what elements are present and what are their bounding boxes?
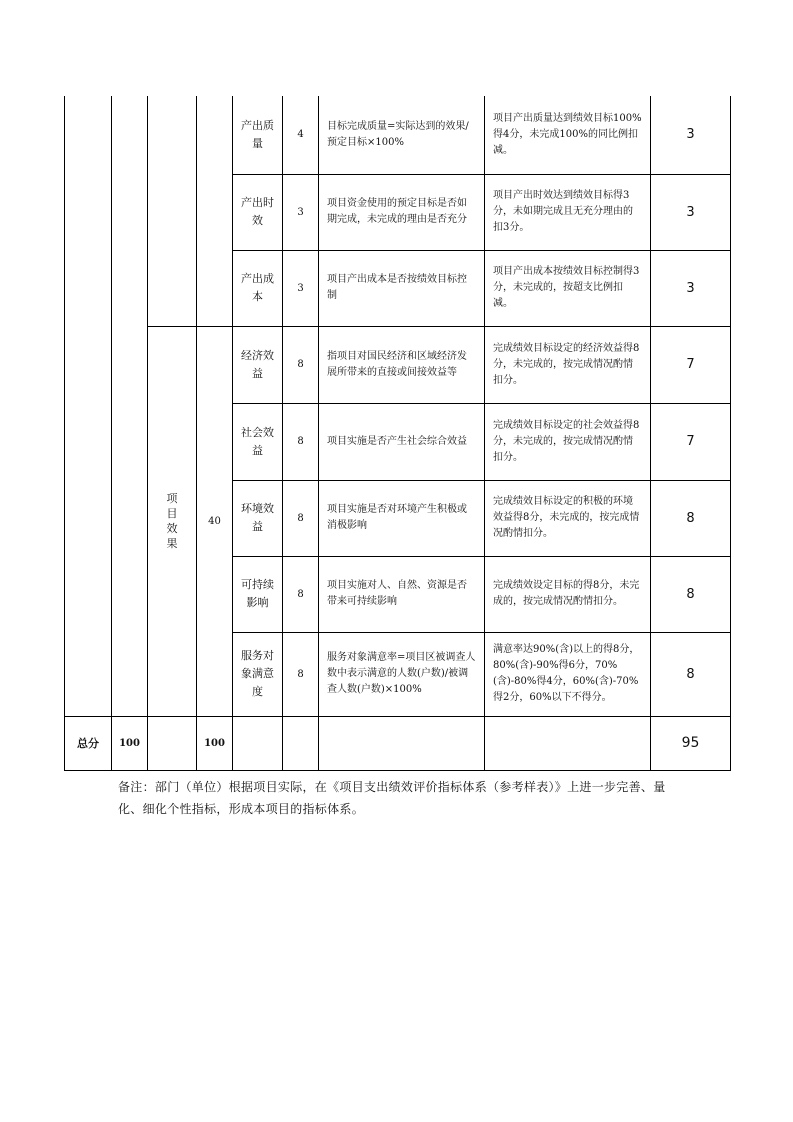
indicator-score: 8 bbox=[283, 403, 319, 480]
scoring-standard: 完成绩效目标设定的积极的环境效益得8分，未完成的，按完成情况酌情扣分。 bbox=[485, 480, 651, 556]
total-empty-cell bbox=[319, 716, 485, 770]
level1-score-cell bbox=[112, 96, 148, 716]
total-actual-score: 95 bbox=[651, 716, 731, 770]
actual-score: 8 bbox=[651, 632, 731, 716]
level1-cell bbox=[65, 96, 112, 716]
group-score: 40 bbox=[197, 326, 233, 716]
indicator-name: 经济效益 bbox=[233, 326, 283, 403]
indicator-name: 产出时效 bbox=[233, 174, 283, 250]
indicator-score: 8 bbox=[283, 326, 319, 403]
scoring-standard: 满意率达90%(含)以上的得8分，80%(含)-90%得6分，70%(含)-80%得4分，60%(含)-70%得2分，60%以下不得分。 bbox=[485, 632, 651, 716]
indicator-content: 项目资金使用的预定目标是否如期完成，未完成的理由是否充分 bbox=[319, 174, 485, 250]
actual-score: 3 bbox=[651, 174, 731, 250]
group-label-text: 项目效果 bbox=[166, 492, 178, 550]
indicator-name: 产出成本 bbox=[233, 250, 283, 326]
indicator-score: 4 bbox=[283, 96, 319, 174]
remarks-note: 备注：部门（单位）根据项目实际，在《项目支出绩效评价指标体系（参考样表）》上进一步完善、量化、细化个性指标，形成本项目的指标体系。 bbox=[118, 780, 666, 816]
level2-cell bbox=[148, 96, 197, 326]
indicator-name: 社会效益 bbox=[233, 403, 283, 480]
total-label: 总分 bbox=[65, 716, 112, 770]
indicator-content: 项目产出成本是否按绩效目标控制 bbox=[319, 250, 485, 326]
indicator-name: 服务对象满意度 bbox=[233, 632, 283, 716]
indicator-score: 3 bbox=[283, 250, 319, 326]
indicator-content: 指项目对国民经济和区域经济发展所带来的直接或间接效益等 bbox=[319, 326, 485, 403]
performance-evaluation-table bbox=[64, 96, 731, 771]
actual-score: 3 bbox=[651, 96, 731, 174]
total-row bbox=[65, 716, 731, 770]
table-row bbox=[65, 326, 731, 403]
indicator-name: 产出质量 bbox=[233, 96, 283, 174]
scoring-standard: 项目产出时效达到绩效目标得3分，未如期完成且无充分理由的扣3分。 bbox=[485, 174, 651, 250]
actual-score: 8 bbox=[651, 480, 731, 556]
table-row bbox=[65, 96, 731, 174]
scoring-standard: 项目产出成本按绩效目标控制得3分，未完成的，按超支比例扣减。 bbox=[485, 250, 651, 326]
indicator-name: 可持续影响 bbox=[233, 556, 283, 632]
total-empty-cell bbox=[485, 716, 651, 770]
indicator-score: 8 bbox=[283, 480, 319, 556]
indicator-score: 8 bbox=[283, 632, 319, 716]
total-empty-cell bbox=[283, 716, 319, 770]
level2-score-cell bbox=[197, 96, 233, 326]
indicator-score: 3 bbox=[283, 174, 319, 250]
total-empty-cell bbox=[233, 716, 283, 770]
indicator-content: 项目实施是否产生社会综合效益 bbox=[319, 403, 485, 480]
actual-score: 7 bbox=[651, 326, 731, 403]
indicator-content: 服务对象满意率=项目区被调查人数中表示满意的人数(户数)/被调查人数(户数)×100% bbox=[319, 632, 485, 716]
indicator-content: 项目实施是否对环境产生积极或消极影响 bbox=[319, 480, 485, 556]
scoring-standard: 完成绩效设定目标的得8分，未完成的，按完成情况酌情扣分。 bbox=[485, 556, 651, 632]
indicator-name: 环境效益 bbox=[233, 480, 283, 556]
actual-score: 8 bbox=[651, 556, 731, 632]
scoring-standard: 项目产出质量达到绩效目标100%得4分，未完成100%的同比例扣减。 bbox=[485, 96, 651, 174]
total-empty-cell bbox=[148, 716, 197, 770]
indicator-content: 目标完成质量=实际达到的效果/预定目标×100% bbox=[319, 96, 485, 174]
indicator-score: 8 bbox=[283, 556, 319, 632]
actual-score: 7 bbox=[651, 403, 731, 480]
scoring-standard: 完成绩效目标设定的经济效益得8分，未完成的，按完成情况酌情扣分。 bbox=[485, 326, 651, 403]
group-label bbox=[148, 326, 197, 716]
total-score-1: 100 bbox=[112, 716, 148, 770]
actual-score: 3 bbox=[651, 250, 731, 326]
total-score-2: 100 bbox=[197, 716, 233, 770]
indicator-content: 项目实施对人、自然、资源是否带来可持续影响 bbox=[319, 556, 485, 632]
scoring-standard: 完成绩效目标设定的社会效益得8分，未完成的，按完成情况酌情扣分。 bbox=[485, 403, 651, 480]
